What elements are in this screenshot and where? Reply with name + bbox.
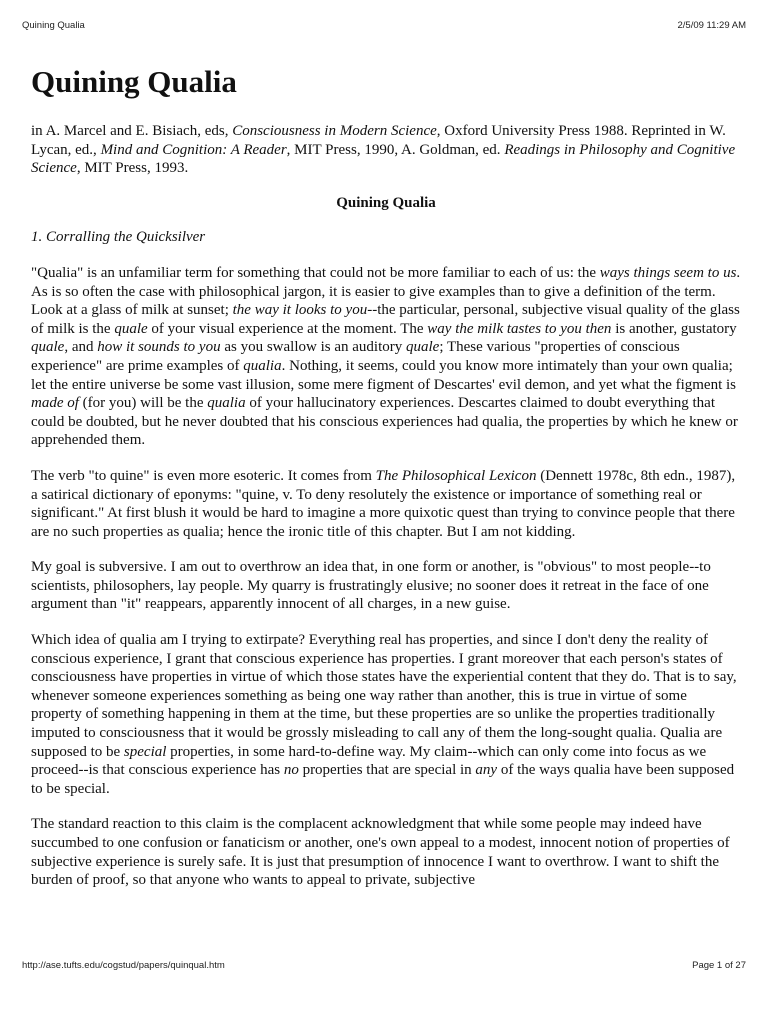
print-header (22, 20, 746, 34)
header-doc-title: Quining Qualia (22, 20, 85, 31)
article-subtitle: Quining Qualia (336, 194, 436, 211)
page-title: Quining Qualia (31, 64, 237, 99)
paragraph-2: The verb "to quine" is even more esoteric. It comes from The Philosophical Lexicon (Dennett 1978c, 8th edn., 1987), a satirical dictionary of eponyms: "quine, v. To deny resolutely the existence or importance of something real or significant." At first blush it would be hard to imagine a more quixotic quest than trying to convince people that there are no such properties as qualia; hence the ironic title of this chapter. But I am not kidding. (31, 467, 736, 540)
document-body (31, 60, 741, 890)
header-timestamp: 2/5/09 11:29 AM (677, 20, 746, 31)
section-heading: 1. Corralling the Quicksilver (31, 229, 206, 246)
footer-page-number: Page 1 of 27 (692, 960, 746, 971)
print-footer (22, 960, 746, 974)
paragraph-5: The standard reaction to this claim is the complacent acknowledgment that while some people may indeed have succumbed to one confusion or fanaticism or another, one's own appeal to a modest, innocent notion of properties of subjective experience is surely safe. It is just that presumption of innocence I want to overthrow. I want to shift the burden of proof, so that anyone who wants to appeal to private, subjective (31, 816, 730, 889)
citation-paragraph: in A. Marcel and E. Bisiach, eds, Consciousness in Modern Science, Oxford University Press 1988. Reprinted in W. Lycan, ed., Mind and Cognition: A Reader, MIT Press, 1990, A. Goldman, ed. Readings in Philosophy and Cognitive Science, MIT Press, 1993. (31, 123, 736, 177)
paragraph-3: My goal is subversive. I am out to overthrow an idea that, in one form or another, is "obvious" to most people--to scientists, philosophers, lay people. My quarry is frustratingly elusive; no sooner does it retreat in the face of one argument than "it" reappears, apparently innocent of all charges, in a new guise. (31, 559, 711, 613)
paragraph-4: Which idea of qualia am I trying to extirpate? Everything real has properties, and since I don't deny the reality of conscious experience, I grant that conscious experience has properties. I grant moreover that each person's states of consciousness have properties in virtue of which those states have the experiential content that they do. That is to say, whenever someone experiences something as being one way rather than another, this is true in virtue of some property of something happening in them at the time, but these properties are so unlike the properties traditionally imputed to consciousness that it would be grossly misleading to call any of them the long-sought qualia. Qualia are supposed to be special properties, in some hard-to-define way. My claim--which can only come into focus as we proceed--is that conscious experience has no properties that are special in any of the ways qualia have been supposed to be special. (31, 632, 737, 797)
footer-url: http://ase.tufts.edu/cogstud/papers/quinqual.htm (22, 960, 225, 971)
paragraph-1: "Qualia" is an unfamiliar term for something that could not be more familiar to each of us: the ways things seem to us. As is so often the case with philosophical jargon, it is easier to give examples than to give a definition of the term. Look at a glass of milk at sunset; the way it looks to you--the particular, personal, subjective visual quality of the glass of milk is the quale of your visual experience at the moment. The way the milk tastes to you then is another, gustatory quale, and how it sounds to you as you swallow is an auditory quale; These various "properties of conscious experience" are prime examples of qualia. Nothing, it seems, could you know more intimately than your own qualia; let the entire universe be some vast illusion, some mere figment of Descartes' evil demon, and yet what the figment is made of (for you) will be the qualia of your hallucinatory experiences. Descartes claimed to doubt everything that could be doubted, but he never doubted that his conscious experiences had qualia, the properties by which he knew or apprehended them. (31, 264, 741, 449)
